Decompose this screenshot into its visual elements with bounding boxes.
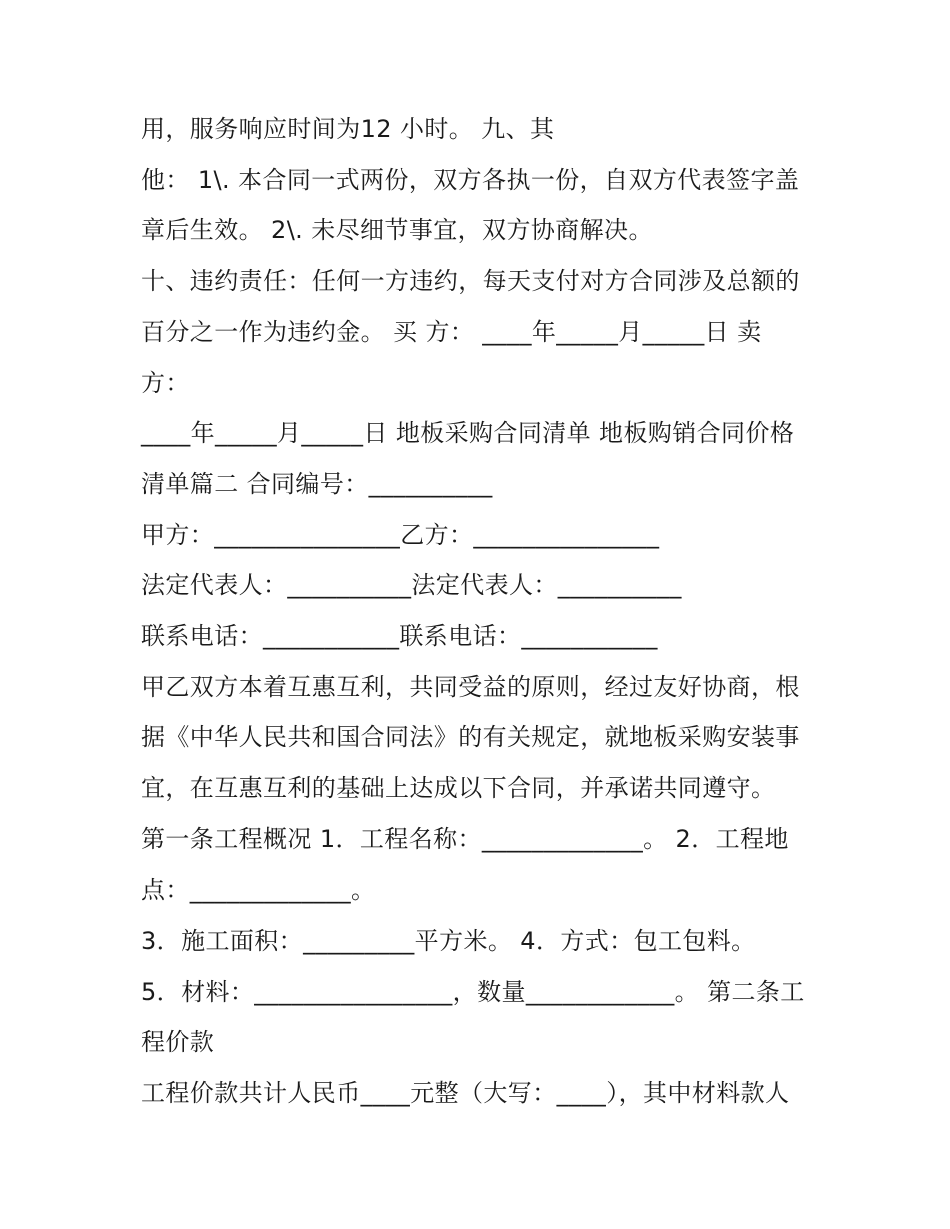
text-line: 他： 1\. 本合同一式两份，双方各执一份，自双方代表签字盖 bbox=[141, 166, 800, 194]
text-line: 用，服务响应时间为12 小时。 九、其 bbox=[141, 115, 555, 143]
text-line: 甲乙双方本着互惠互利，共同受益的原则，经过友好协商，根 bbox=[141, 673, 800, 701]
text-line: 宜，在互惠互利的基础上达成以下合同，并承诺共同遵守。 bbox=[141, 774, 776, 802]
text-line: 方： bbox=[141, 369, 190, 397]
text-line: 章后生效。 2\. 未尽细节事宜，双方协商解决。 bbox=[141, 216, 653, 244]
text-line: 第一条工程概况 1．工程名称：_____________。 2．工程地 bbox=[141, 825, 789, 853]
text-line: 甲方：_______________乙方：_______________ bbox=[141, 521, 660, 549]
text-line: 点：_____________。 bbox=[141, 876, 376, 904]
text-line: 联系电话：___________联系电话：___________ bbox=[141, 622, 658, 650]
text-line: 清单篇二 合同编号：__________ bbox=[141, 470, 493, 498]
text-line: 十、违约责任：任何一方违约，每天支付对方合同涉及总额的 bbox=[141, 267, 800, 295]
text-line: 法定代表人：__________法定代表人：__________ bbox=[141, 571, 682, 599]
text-line: 工程价款共计人民币____元整（大写：____），其中材料款人 bbox=[141, 1079, 790, 1107]
text-line: 3．施工面积：_________平方米。 4．方式：包工包料。 bbox=[141, 927, 756, 955]
text-line: 5．材料：________________，数量____________。 第二条工 bbox=[141, 978, 805, 1006]
text-line: 据《中华人民共和国合同法》的有关规定，就地板采购安装事 bbox=[141, 723, 800, 751]
text-line: ____年_____月_____日 地板采购合同清单 地板购销合同价格 bbox=[141, 419, 795, 447]
text-line: 百分之一作为违约金。 买 方： ____年_____月_____日 卖 bbox=[141, 318, 762, 346]
text-line: 程价款 bbox=[141, 1028, 215, 1056]
